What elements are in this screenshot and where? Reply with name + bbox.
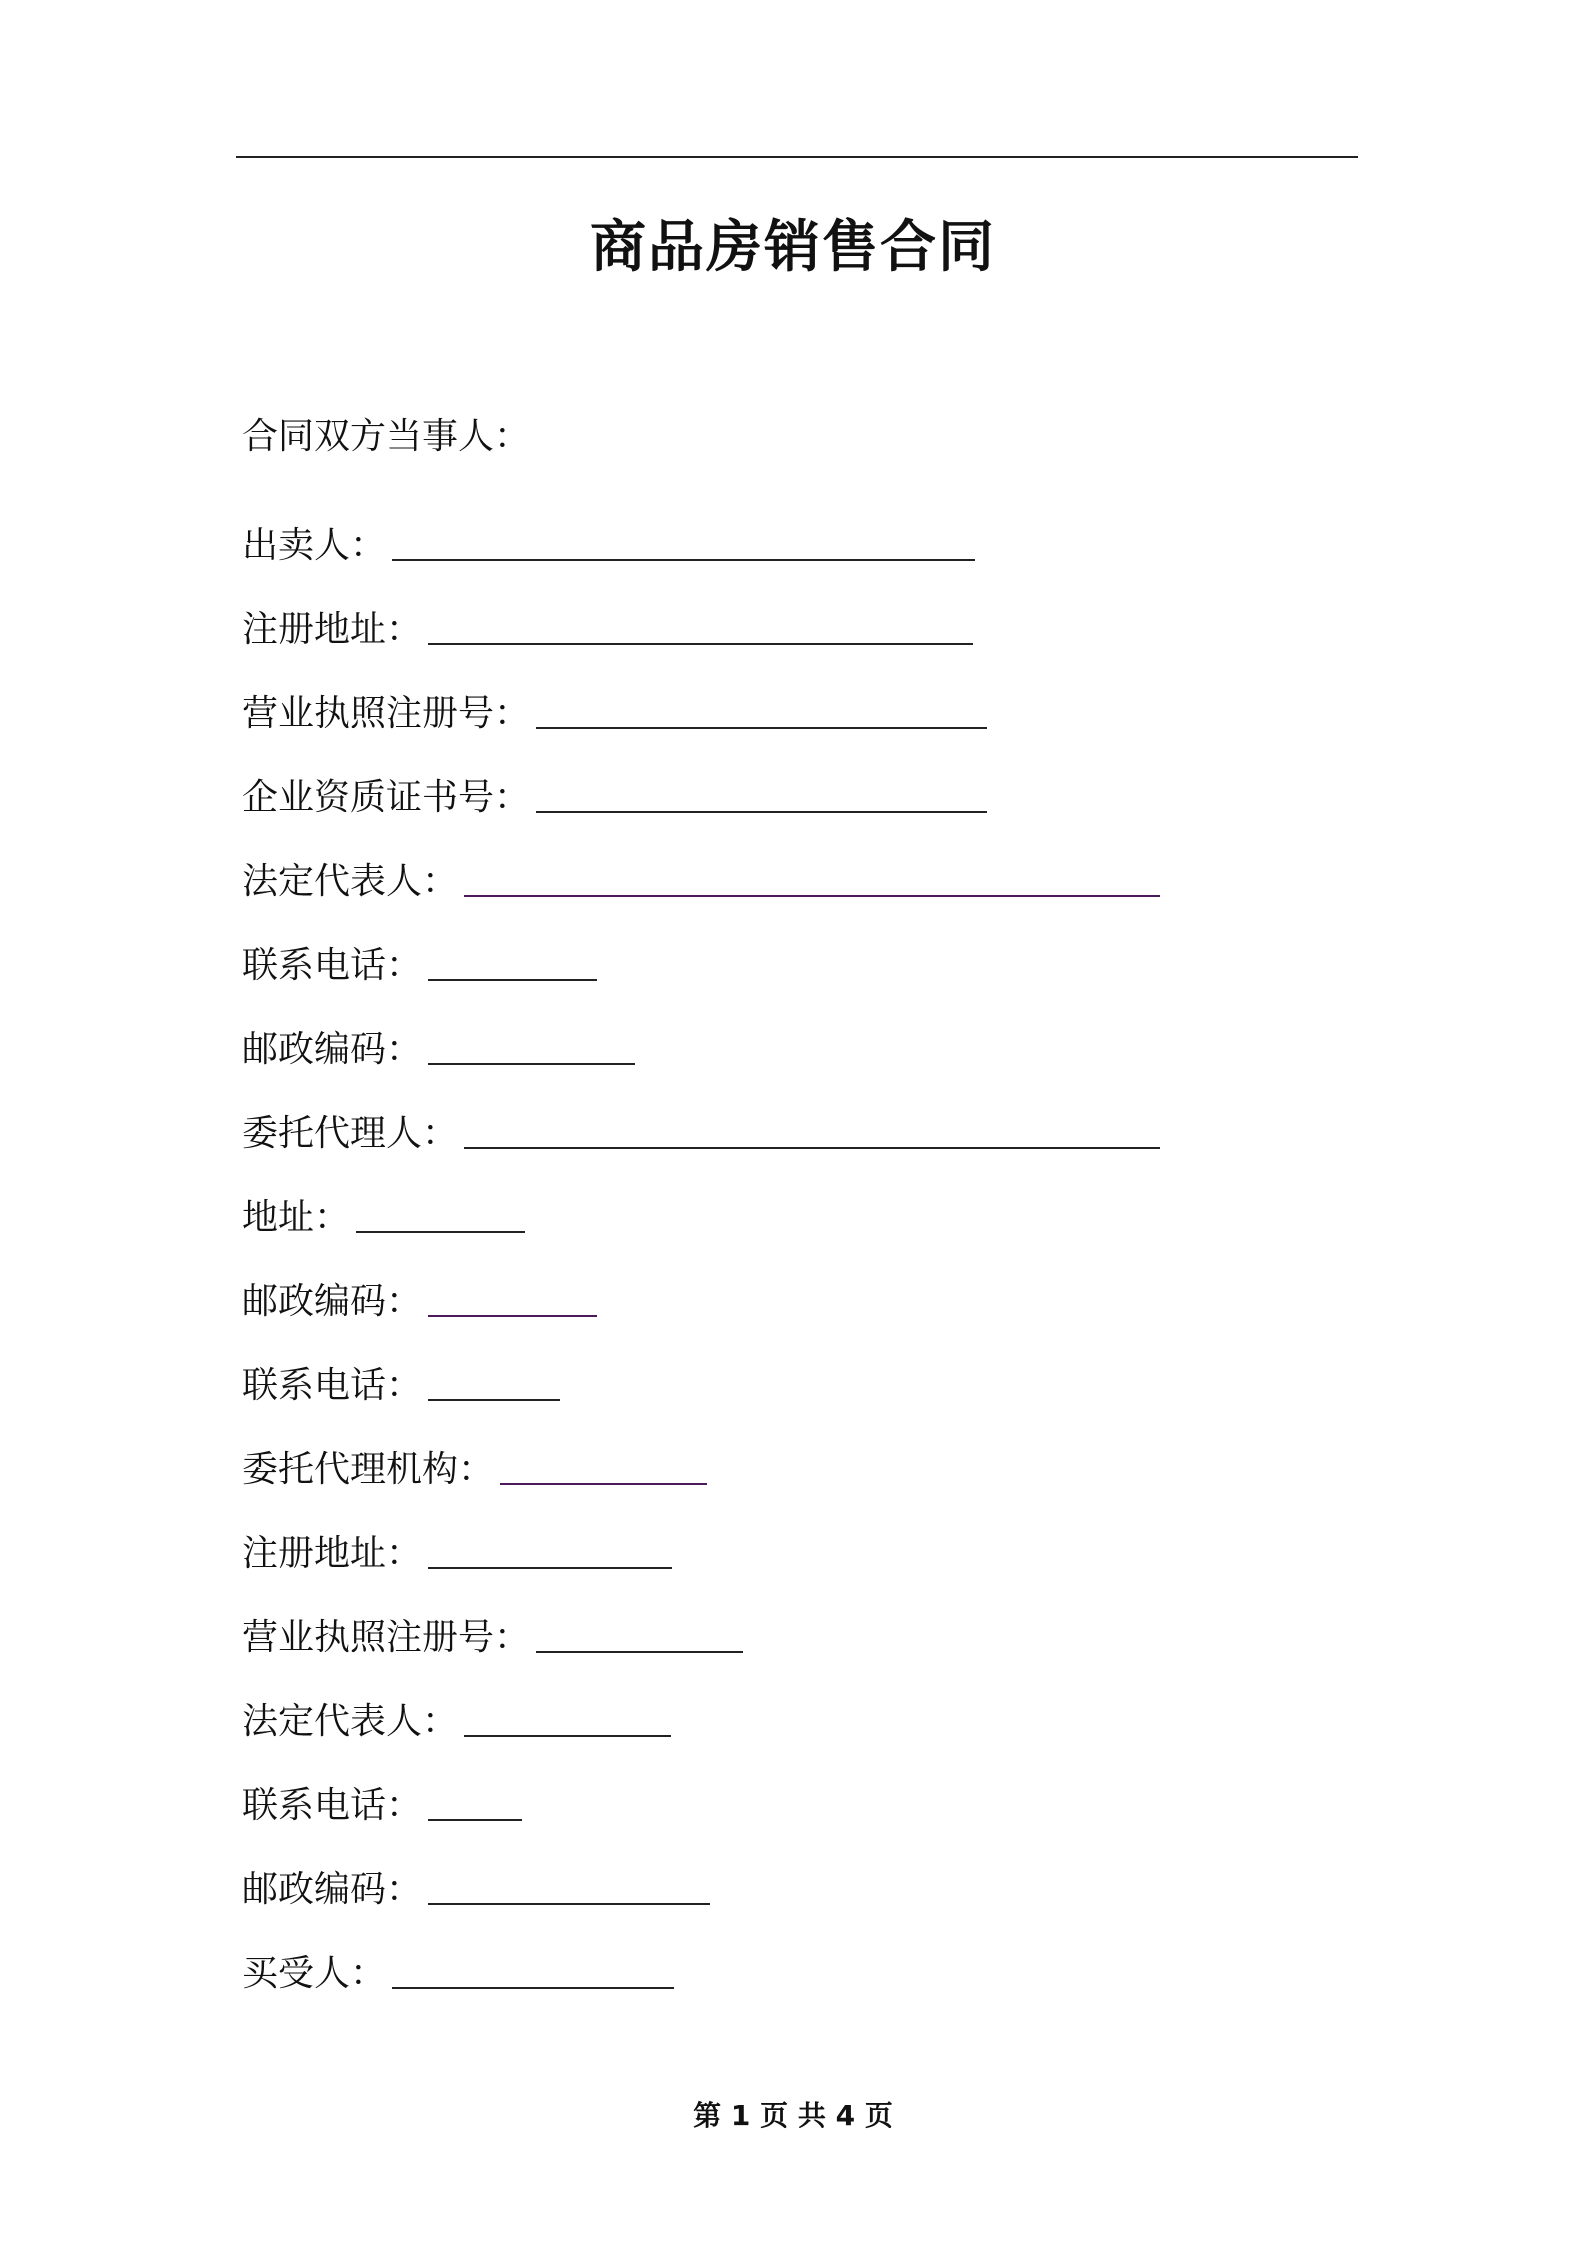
fill-in-blank[interactable] [428, 1567, 672, 1569]
fill-in-blank[interactable] [392, 559, 975, 561]
field-row [242, 915, 1362, 999]
fill-in-blank[interactable] [428, 1819, 522, 1821]
fill-in-blank[interactable] [500, 1483, 707, 1485]
fill-in-blank[interactable] [428, 1399, 560, 1401]
parties-heading: 合同双方当事人： [242, 416, 531, 457]
field-label: 营业执照注册号： [242, 1617, 531, 1658]
party-fields [242, 495, 1362, 2007]
field-label: 企业资质证书号： [242, 777, 531, 818]
field-label: 委托代理机构： [242, 1449, 495, 1490]
fill-in-blank[interactable] [428, 643, 973, 645]
field-row [242, 1923, 1362, 2007]
field-row [242, 1755, 1362, 1839]
fill-in-blank[interactable] [464, 1147, 1160, 1149]
field-row [242, 1419, 1362, 1503]
field-row [242, 663, 1362, 747]
fill-in-blank[interactable] [536, 811, 987, 813]
fill-in-blank[interactable] [536, 727, 987, 729]
field-label: 邮政编码： [242, 1869, 423, 1910]
field-row [242, 1671, 1362, 1755]
field-label: 法定代表人： [242, 1701, 459, 1742]
field-label: 联系电话： [242, 945, 423, 986]
field-row [242, 1503, 1362, 1587]
field-label: 买受人： [242, 1953, 387, 1994]
fill-in-blank[interactable] [428, 1063, 635, 1065]
field-row [242, 1335, 1362, 1419]
field-row [242, 1167, 1362, 1251]
field-label: 联系电话： [242, 1365, 423, 1406]
field-label: 邮政编码： [242, 1029, 423, 1070]
fill-in-blank[interactable] [428, 979, 597, 981]
field-label: 地址： [242, 1197, 351, 1238]
field-label: 邮政编码： [242, 1281, 423, 1322]
field-row [242, 1839, 1362, 1923]
fill-in-blank[interactable] [536, 1651, 743, 1653]
field-label: 出卖人： [242, 525, 387, 566]
fill-in-blank[interactable] [428, 1903, 710, 1905]
field-row [242, 1251, 1362, 1335]
field-row [242, 999, 1362, 1083]
fill-in-blank[interactable] [464, 895, 1160, 897]
field-row [242, 831, 1362, 915]
fill-in-blank[interactable] [464, 1735, 671, 1737]
field-label: 注册地址： [242, 1533, 423, 1574]
field-row [242, 495, 1362, 579]
field-label: 委托代理人： [242, 1113, 459, 1154]
field-row [242, 747, 1362, 831]
page-number: 第 1 页 共 4 页 [693, 2099, 893, 2132]
field-row [242, 1587, 1362, 1671]
fill-in-blank[interactable] [356, 1231, 525, 1233]
field-row [242, 1083, 1362, 1167]
field-row [242, 579, 1362, 663]
fill-in-blank[interactable] [392, 1987, 674, 1989]
field-label: 注册地址： [242, 609, 423, 650]
header-rule [236, 156, 1358, 158]
field-label: 营业执照注册号： [242, 693, 531, 734]
field-label: 联系电话： [242, 1785, 423, 1826]
field-label: 法定代表人： [242, 861, 459, 902]
document-title: 商品房销售合同 [590, 215, 996, 280]
fill-in-blank[interactable] [428, 1315, 597, 1317]
